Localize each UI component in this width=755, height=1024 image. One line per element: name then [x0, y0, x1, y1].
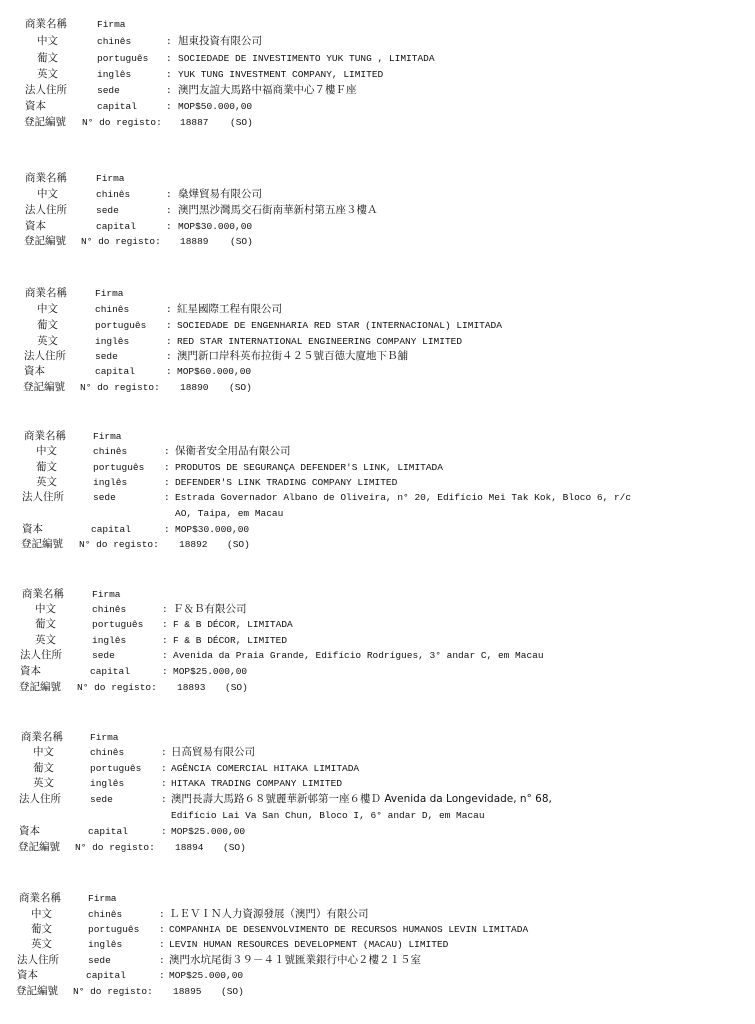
- registo-number: 18890: [180, 382, 209, 393]
- ingles-label-pt: inglês: [90, 778, 125, 789]
- ingles-label-zh: 英文: [36, 476, 57, 488]
- portugues-label-zh: 葡文: [35, 618, 56, 630]
- registo-label-pt: N° do registo:: [73, 986, 153, 997]
- portugues-value: COMPANHIA DE DESENVOLVIMENTO DE RECURSOS HUMANOS LEVIN LIMITADA: [169, 924, 529, 935]
- registo-label-zh: 登記編號: [24, 235, 66, 247]
- chines-label-pt: chinês: [88, 909, 123, 920]
- portugues-label-pt: português: [92, 619, 144, 630]
- colon: :: [166, 36, 172, 47]
- chines-value: Ｆ＆Ｂ有限公司: [173, 603, 247, 615]
- capital-label-zh: 資本: [19, 825, 40, 837]
- registo-label-pt: N° do registo:: [79, 539, 159, 550]
- capital-value: MOP$25.000,00: [173, 666, 248, 677]
- portugues-label-zh: 葡文: [36, 461, 57, 473]
- ingles-label-zh: 英文: [37, 68, 58, 80]
- firma-label-zh: 商業名稱: [21, 731, 63, 743]
- capital-value: MOP$30.000,00: [175, 524, 250, 535]
- colon: :: [164, 477, 170, 488]
- ingles-label-zh: 英文: [37, 335, 58, 347]
- colon: :: [166, 366, 172, 377]
- sede-label-pt: sede: [88, 955, 111, 966]
- firma-label-zh: 商業名稱: [24, 430, 66, 442]
- portugues-label-pt: português: [97, 53, 149, 64]
- registo-label-zh: 登記編號: [18, 841, 60, 853]
- registo-label-pt: N° do registo:: [82, 117, 162, 128]
- capital-label-zh: 資本: [24, 365, 45, 377]
- colon: :: [162, 619, 168, 630]
- chines-label-zh: 中文: [37, 188, 58, 200]
- chines-value: 紅星國際工程有限公司: [177, 303, 282, 315]
- chines-value: 日高貿易有限公司: [171, 746, 255, 758]
- chines-label-pt: chinês: [97, 36, 132, 47]
- registo-label-pt: N° do registo:: [81, 236, 161, 247]
- registo-label-zh: 登記編號: [23, 381, 65, 393]
- firma-label-zh: 商業名稱: [22, 588, 64, 600]
- firma-label-zh: 商業名稱: [25, 287, 67, 299]
- registo-number: 18892: [179, 539, 208, 550]
- chines-label-zh: 中文: [35, 603, 56, 615]
- colon: :: [166, 320, 172, 331]
- colon: :: [164, 524, 170, 535]
- registo-suffix: (SO): [227, 539, 250, 550]
- colon: :: [161, 778, 167, 789]
- ingles-label-zh: 英文: [35, 634, 56, 646]
- ingles-label-pt: inglês: [97, 69, 132, 80]
- capital-label-pt: capital: [97, 101, 137, 112]
- colon: :: [162, 666, 168, 677]
- sede-label-pt: sede: [97, 85, 120, 96]
- ingles-label-zh: 英文: [31, 938, 52, 950]
- registo-label-pt: N° do registo:: [75, 842, 155, 853]
- chines-label-zh: 中文: [37, 35, 58, 47]
- colon: :: [166, 205, 172, 216]
- sede-label-pt: sede: [90, 794, 113, 805]
- colon: :: [159, 970, 165, 981]
- sede-value: Estrada Governador Albano de Oliveira, n° 20, Edifício Mei Tak Kok, Bloco 6, r/c: [175, 492, 632, 503]
- colon: :: [164, 462, 170, 473]
- portugues-value: F & B DÉCOR, LIMITADA: [173, 619, 293, 630]
- colon: :: [159, 909, 165, 920]
- registo-label-pt: N° do registo:: [80, 382, 160, 393]
- chines-label-zh: 中文: [33, 746, 54, 758]
- firma-label-pt: Firma: [88, 893, 117, 904]
- colon: :: [166, 336, 172, 347]
- colon: :: [159, 939, 165, 950]
- ingles-label-pt: inglês: [92, 635, 127, 646]
- registo-label-zh: 登記編號: [21, 538, 63, 550]
- registo-number: 18887: [180, 117, 209, 128]
- colon: :: [166, 53, 172, 64]
- chines-label-pt: chinês: [95, 304, 130, 315]
- sede-value: 澳門友誼大馬路中福商業中心７樓Ｆ座: [178, 84, 357, 96]
- portugues-label-pt: português: [90, 763, 142, 774]
- sede-label-zh: 法人住所: [24, 350, 66, 362]
- colon: :: [166, 304, 172, 315]
- registo-suffix: (SO): [230, 236, 253, 247]
- ingles-value: YUK TUNG INVESTMENT COMPANY, LIMITED: [178, 69, 384, 80]
- registo-number: 18889: [180, 236, 209, 247]
- colon: :: [161, 763, 167, 774]
- colon: :: [166, 351, 172, 362]
- ingles-label-pt: inglês: [95, 336, 130, 347]
- colon: :: [164, 492, 170, 503]
- capital-label-pt: capital: [90, 666, 130, 677]
- sede-label-pt: sede: [96, 205, 119, 216]
- portugues-label-pt: português: [93, 462, 145, 473]
- sede-value: 澳門黑沙灣馬交石街南華新村第五座３樓Ａ: [178, 204, 378, 216]
- colon: :: [164, 446, 170, 457]
- capital-label-pt: capital: [91, 524, 131, 535]
- chines-value: 燊燁貿易有限公司: [178, 188, 262, 200]
- portugues-value: SOCIEDADE DE ENGENHARIA RED STAR (INTERNACIONAL) LIMITADA: [177, 320, 502, 331]
- registo-label-zh: 登記編號: [24, 116, 66, 128]
- firma-label-pt: Firma: [93, 431, 122, 442]
- ingles-value: RED STAR INTERNATIONAL ENGINEERING COMPANY LIMITED: [177, 336, 463, 347]
- chines-value: 保衛者安全用品有限公司: [175, 445, 291, 457]
- ingles-value: DEFENDER'S LINK TRADING COMPANY LIMITED: [175, 477, 398, 488]
- capital-label-pt: capital: [95, 366, 135, 377]
- ingles-label-pt: inglês: [88, 939, 123, 950]
- sede-value-line2: Edifício Lai Va San Chun, Bloco I, 6° andar D, em Macau: [171, 810, 485, 821]
- capital-label-pt: capital: [88, 826, 128, 837]
- sede-label-zh: 法人住所: [25, 204, 67, 216]
- colon: :: [162, 604, 168, 615]
- sede-label-zh: 法人住所: [22, 491, 64, 503]
- chines-label-zh: 中文: [36, 445, 57, 457]
- capital-label-zh: 資本: [22, 523, 43, 535]
- capital-label-zh: 資本: [25, 220, 46, 232]
- colon: :: [161, 826, 167, 837]
- sede-label-zh: 法人住所: [17, 954, 59, 966]
- colon: :: [166, 85, 172, 96]
- colon: :: [166, 101, 172, 112]
- capital-value: MOP$30.000,00: [178, 221, 253, 232]
- ingles-label-zh: 英文: [33, 777, 54, 789]
- firma-label-pt: Firma: [96, 173, 125, 184]
- capital-value: MOP$25.000,00: [169, 970, 244, 981]
- firma-label-pt: Firma: [97, 19, 126, 30]
- sede-label-zh: 法人住所: [20, 649, 62, 661]
- firma-label-pt: Firma: [95, 288, 124, 299]
- capital-value: MOP$60.000,00: [177, 366, 252, 377]
- chines-label-pt: chinês: [96, 189, 131, 200]
- colon: :: [161, 794, 167, 805]
- chines-label-zh: 中文: [31, 908, 52, 920]
- sede-label-pt: sede: [93, 492, 116, 503]
- portugues-label-pt: português: [88, 924, 140, 935]
- registo-suffix: (SO): [230, 117, 253, 128]
- chines-value: ＬＥＶＩＮ人力資源發展（澳門）有限公司: [169, 908, 369, 920]
- firma-label-zh: 商業名稱: [25, 172, 67, 184]
- ingles-value: HITAKA TRADING COMPANY LIMITED: [171, 778, 343, 789]
- sede-value-line2: AO, Taipa, em Macau: [175, 508, 284, 519]
- colon: :: [161, 747, 167, 758]
- portugues-value: SOCIEDADE DE INVESTIMENTO YUK TUNG , LIMITADA: [178, 53, 435, 64]
- capital-value: MOP$25.000,00: [171, 826, 246, 837]
- sede-label-zh: 法人住所: [25, 84, 67, 96]
- firma-label-zh: 商業名稱: [25, 18, 67, 30]
- capital-label-zh: 資本: [25, 100, 46, 112]
- colon: :: [162, 635, 168, 646]
- chines-label-pt: chinês: [90, 747, 125, 758]
- sede-value: Avenida da Praia Grande, Edifício Rodrigues, 3° andar C, em Macau: [173, 650, 544, 661]
- colon: :: [166, 69, 172, 80]
- ingles-label-pt: inglês: [93, 477, 128, 488]
- capital-label-pt: capital: [86, 970, 126, 981]
- capital-label-zh: 資本: [20, 665, 41, 677]
- registo-suffix: (SO): [229, 382, 252, 393]
- colon: :: [162, 650, 168, 661]
- registo-label-zh: 登記編號: [16, 985, 58, 997]
- registo-suffix: (SO): [221, 986, 244, 997]
- portugues-label-zh: 葡文: [33, 762, 54, 774]
- portugues-label-zh: 葡文: [37, 319, 58, 331]
- firma-label-pt: Firma: [90, 732, 119, 743]
- portugues-label-zh: 葡文: [37, 52, 58, 64]
- colon: :: [166, 189, 172, 200]
- portugues-label-pt: português: [95, 320, 147, 331]
- registo-number: 18894: [175, 842, 204, 853]
- sede-label-pt: sede: [95, 351, 118, 362]
- registo-suffix: (SO): [225, 682, 248, 693]
- registo-suffix: (SO): [223, 842, 246, 853]
- chines-label-pt: chinês: [93, 446, 128, 457]
- ingles-value: LEVIN HUMAN RESOURCES DEVELOPMENT (MACAU) LIMITED: [169, 939, 449, 950]
- colon: :: [159, 924, 165, 935]
- registo-number: 18895: [173, 986, 202, 997]
- registo-number: 18893: [177, 682, 206, 693]
- sede-value: 澳門水坑尾街３９－４１號匯業銀行中心２樓２１５室: [169, 954, 421, 966]
- chines-label-zh: 中文: [37, 303, 58, 315]
- registo-label-zh: 登記編號: [19, 681, 61, 693]
- colon: :: [166, 221, 172, 232]
- portugues-value: AGÊNCIA COMERCIAL HITAKA LIMITADA: [171, 763, 360, 774]
- colon: :: [159, 955, 165, 966]
- sede-value: 澳門新口岸科英布拉街４２５號百德大廈地下Ｂ舖: [177, 350, 408, 362]
- capital-label-pt: capital: [96, 221, 136, 232]
- chines-value: 旭東投資有限公司: [178, 35, 262, 47]
- ingles-value: F & B DÉCOR, LIMITED: [173, 635, 288, 646]
- capital-label-zh: 資本: [17, 969, 38, 981]
- sede-label-zh: 法人住所: [19, 793, 61, 805]
- firma-label-zh: 商業名稱: [19, 892, 61, 904]
- sede-value: 澳門長壽大馬路６８號麗華新邨第一座６樓Ｄ Avenida da Longevidade, n° 68,: [171, 793, 552, 805]
- portugues-label-zh: 葡文: [31, 923, 52, 935]
- portugues-value: PRODUTOS DE SEGURANÇA DEFENDER'S LINK, LIMITADA: [175, 462, 443, 473]
- firma-label-pt: Firma: [92, 589, 121, 600]
- chines-label-pt: chinês: [92, 604, 127, 615]
- sede-label-pt: sede: [92, 650, 115, 661]
- capital-value: MOP$50.000,00: [178, 101, 253, 112]
- registo-label-pt: N° do registo:: [77, 682, 157, 693]
